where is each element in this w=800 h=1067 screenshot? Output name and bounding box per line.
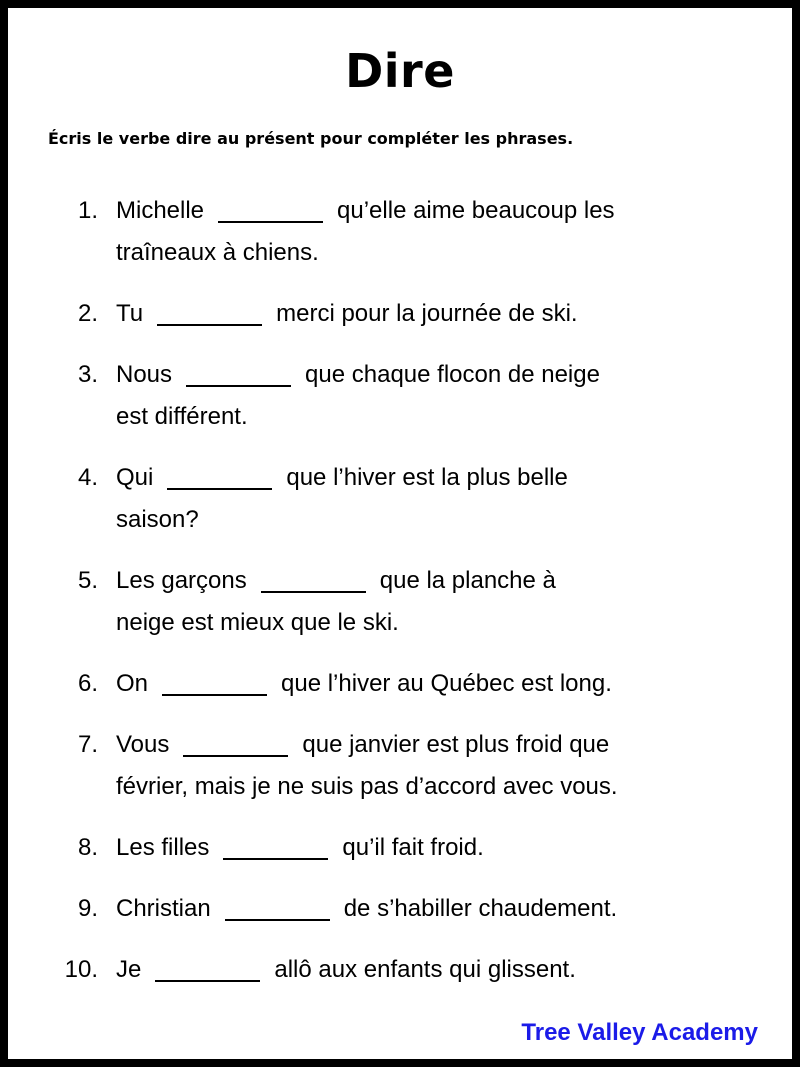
item-text — [116, 293, 756, 335]
item-text — [116, 560, 756, 644]
item-text-before: On — [116, 670, 149, 697]
answer-blank — [157, 324, 262, 326]
item-text-before: Les garçons — [116, 567, 247, 594]
item-text — [116, 888, 756, 930]
exercise-item-4 — [8, 457, 792, 541]
item-number: 4. — [77, 464, 98, 491]
answer-blank — [223, 858, 328, 860]
item-text-continuation: saison? — [116, 506, 199, 533]
item-text — [116, 663, 756, 705]
answer-blank — [261, 591, 366, 593]
item-text-after: qu’il fait froid. — [342, 834, 484, 861]
item-text-after: de s’habiller chaudement. — [343, 895, 618, 922]
exercise-item-6 — [8, 663, 792, 705]
item-text — [116, 457, 756, 541]
instruction-text: Écris le verbe dire au présent pour compléter les phrases. — [48, 129, 574, 148]
item-text-after: qu’elle aime beaucoup les — [337, 197, 615, 224]
item-text-before: Les filles — [116, 834, 210, 861]
exercise-item-9 — [8, 888, 792, 930]
item-text-after: que la planche à — [379, 567, 556, 594]
item-number: 2. — [77, 300, 98, 327]
answer-blank — [155, 980, 260, 982]
item-text-continuation: neige est mieux que le ski. — [116, 609, 399, 636]
item-text-continuation: février, mais je ne suis pas d’accord avec vous. — [116, 773, 618, 800]
item-text — [116, 190, 756, 274]
item-number: 8. — [77, 834, 98, 861]
item-number: 7. — [77, 731, 98, 758]
item-text-before: Je — [116, 956, 142, 983]
item-text-before: Michelle — [116, 197, 205, 224]
item-text-after: que l’hiver au Québec est long. — [281, 670, 612, 697]
answer-blank — [218, 221, 323, 223]
answer-blank — [162, 694, 267, 696]
answer-blank — [186, 385, 291, 387]
exercise-item-1 — [8, 190, 792, 274]
item-text-after: allô aux enfants qui glissent. — [274, 956, 576, 983]
item-number: 10. — [64, 956, 98, 983]
item-number: 6. — [77, 670, 98, 697]
item-text-after: que l’hiver est la plus belle — [286, 464, 568, 491]
item-text-continuation: est différent. — [116, 403, 248, 430]
answer-blank — [183, 755, 288, 757]
item-text-before: Nous — [116, 361, 173, 388]
exercise-item-8 — [8, 827, 792, 869]
answer-blank — [225, 919, 330, 921]
item-number: 5. — [77, 567, 98, 594]
item-text — [116, 949, 756, 991]
worksheet-title: Dire — [345, 44, 455, 98]
item-text-after: que chaque flocon de neige — [305, 361, 600, 388]
item-text-after: que janvier est plus froid que — [302, 731, 610, 758]
item-text-before: Qui — [116, 464, 154, 491]
item-number: 9. — [77, 895, 98, 922]
exercise-item-3 — [8, 354, 792, 438]
item-text-continuation: traîneaux à chiens. — [116, 239, 319, 266]
answer-blank — [167, 488, 272, 490]
item-text-before: Tu — [116, 300, 144, 327]
exercise-list — [8, 190, 792, 991]
item-number: 1. — [77, 197, 98, 224]
exercise-item-5 — [8, 560, 792, 644]
item-text-after: merci pour la journée de ski. — [276, 300, 578, 327]
item-text — [116, 724, 756, 808]
item-text — [116, 354, 756, 438]
item-text — [116, 827, 756, 869]
brand-footer: Tree Valley Academy — [521, 1019, 758, 1046]
exercise-item-10 — [8, 949, 792, 991]
exercise-item-2 — [8, 293, 792, 335]
item-number: 3. — [77, 361, 98, 388]
item-text-before: Christian — [116, 895, 211, 922]
exercise-item-7 — [8, 724, 792, 808]
item-text-before: Vous — [116, 731, 170, 758]
